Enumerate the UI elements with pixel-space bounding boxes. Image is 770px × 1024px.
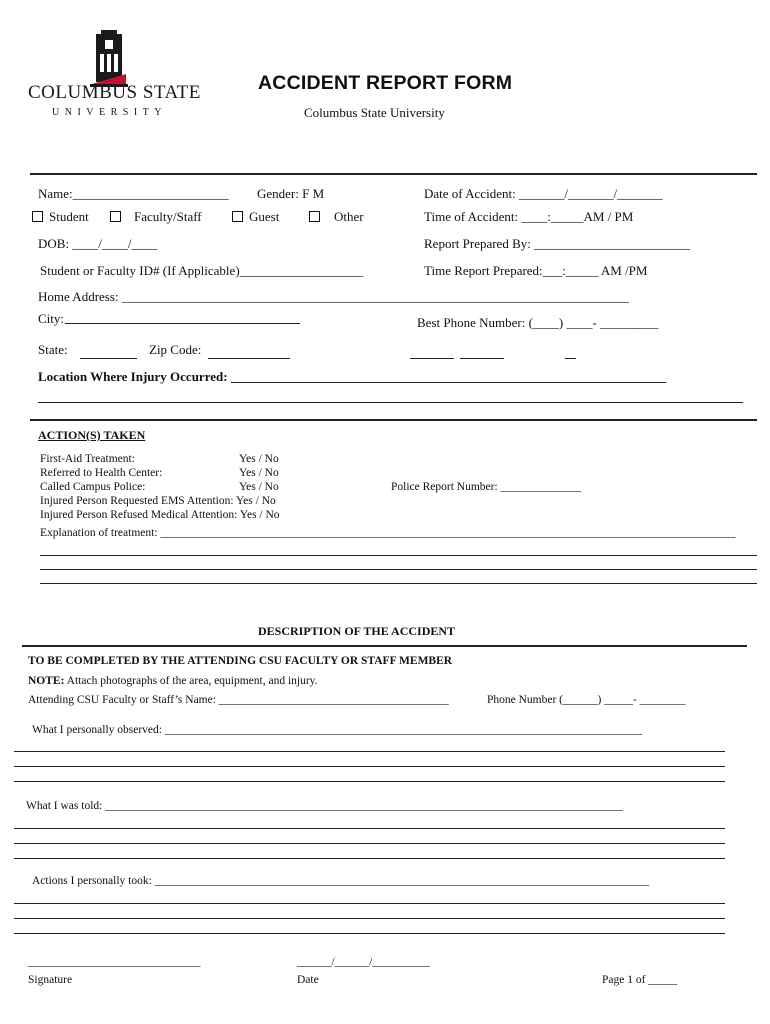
blank-line xyxy=(410,358,454,359)
explanation-line[interactable] xyxy=(40,569,757,570)
state-input-line[interactable] xyxy=(80,358,137,359)
told-line[interactable] xyxy=(14,828,725,829)
date-label: Date xyxy=(297,974,319,986)
health-center-choice[interactable]: Yes / No xyxy=(239,467,279,479)
description-divider xyxy=(22,645,747,647)
option-other[interactable]: Other xyxy=(309,209,364,225)
gender-field[interactable]: Gender: F M xyxy=(257,186,325,201)
dob-field[interactable]: DOB: ____/____/____ xyxy=(38,236,158,251)
form-title: ACCIDENT REPORT FORM xyxy=(258,72,513,94)
logo-wordmark: COLUMBUS STATE xyxy=(28,82,201,103)
observed-line[interactable] xyxy=(14,766,725,767)
location-of-injury-field[interactable]: Location Where Injury Occurred: ___________________________________________________________________ xyxy=(38,369,667,384)
actions-took-line[interactable] xyxy=(14,918,725,919)
attending-name-field[interactable]: Attending CSU Faculty or Staff’s Name: ________________________________________ xyxy=(28,694,449,706)
actions-took-line[interactable] xyxy=(14,903,725,904)
city-label: City: xyxy=(38,311,65,326)
checkbox-icon[interactable] xyxy=(309,211,320,222)
first-aid-choice[interactable]: Yes / No xyxy=(239,453,279,465)
observed-line[interactable] xyxy=(14,751,725,752)
logo-subword: UNIVERSITY xyxy=(52,107,167,118)
city-input-line[interactable] xyxy=(65,323,300,324)
signature-line[interactable]: ______________________________ xyxy=(28,956,201,968)
page-number: Page 1 of _____ xyxy=(602,974,678,986)
explanation-of-treatment-field[interactable]: Explanation of treatment: ____________________________________________________________________________________________________ xyxy=(40,527,736,539)
university-logo xyxy=(28,28,201,123)
report-prepared-by-field[interactable]: Report Prepared By: ________________________ xyxy=(424,236,691,251)
id-field[interactable]: Student or Faculty ID# (If Applicable)___________________ xyxy=(40,263,364,278)
time-report-prepared-field[interactable]: Time Report Prepared:___:_____ AM /PM xyxy=(424,263,648,278)
observed-field[interactable]: What I personally observed: ___________________________________________________________________________________ xyxy=(32,724,643,736)
date-line[interactable]: ______/______/__________ xyxy=(297,956,430,968)
first-aid-label: First-Aid Treatment: xyxy=(40,453,135,465)
blank-line xyxy=(460,358,504,359)
actions-taken-heading: ACTION(S) TAKEN xyxy=(38,428,146,442)
attending-staff-heading: TO BE COMPLETED BY THE ATTENDING CSU FACULTY OR STAFF MEMBER xyxy=(28,655,453,667)
state-label: State: xyxy=(38,342,68,357)
option-guest[interactable]: Guest xyxy=(232,209,279,225)
form-subtitle: Columbus State University xyxy=(304,105,445,120)
zip-code-input-line[interactable] xyxy=(208,358,290,359)
campus-police-label: Called Campus Police: xyxy=(40,481,146,493)
campus-police-choice[interactable]: Yes / No xyxy=(239,481,279,493)
told-line[interactable] xyxy=(14,858,725,859)
checkbox-icon[interactable] xyxy=(32,211,43,222)
description-heading: DESCRIPTION OF THE ACCIDENT xyxy=(258,624,456,638)
explanation-line[interactable] xyxy=(40,583,757,584)
date-of-accident-field[interactable]: Date of Accident: _______/_______/_______ xyxy=(424,186,663,201)
health-center-label: Referred to Health Center: xyxy=(40,467,163,479)
signature-label: Signature xyxy=(28,974,73,986)
police-report-number-field[interactable]: Police Report Number: ______________ xyxy=(391,481,582,493)
time-of-accident-field[interactable]: Time of Accident: ____:_____AM / PM xyxy=(424,209,634,224)
medical-refused-field[interactable]: Injured Person Refused Medical Attention: Yes / No xyxy=(40,509,280,521)
attending-phone-field[interactable]: Phone Number (______) _____- ________ xyxy=(487,694,686,706)
observed-line[interactable] xyxy=(14,781,725,782)
checkbox-icon[interactable] xyxy=(110,211,121,222)
best-phone-field[interactable]: Best Phone Number: (____) ____- _________ xyxy=(417,315,659,330)
told-field[interactable]: What I was told: __________________________________________________________________________________________ xyxy=(26,800,623,812)
header-divider xyxy=(30,173,757,175)
explanation-line[interactable] xyxy=(40,555,757,556)
zip-code-label: Zip Code: xyxy=(149,342,202,357)
name-field[interactable]: Name:________________________ xyxy=(38,186,229,201)
actions-took-line[interactable] xyxy=(14,933,725,934)
option-faculty-staff[interactable]: Faculty/Staff xyxy=(110,209,202,225)
told-line[interactable] xyxy=(14,843,725,844)
checkbox-icon[interactable] xyxy=(232,211,243,222)
actions-took-field[interactable]: Actions I personally took: ______________________________________________________________________________________ xyxy=(32,875,650,887)
home-address-field[interactable]: Home Address: ______________________________________________________________________________ xyxy=(38,289,629,304)
ems-requested-field[interactable]: Injured Person Requested EMS Attention: Yes / No xyxy=(40,495,276,507)
blank-line xyxy=(565,358,576,359)
note-text: NOTE: Attach photographs of the area, equipment, and injury. xyxy=(28,675,318,687)
section-divider xyxy=(30,419,757,421)
option-student[interactable]: Student xyxy=(32,209,89,225)
location-continuation-line[interactable] xyxy=(38,402,743,403)
